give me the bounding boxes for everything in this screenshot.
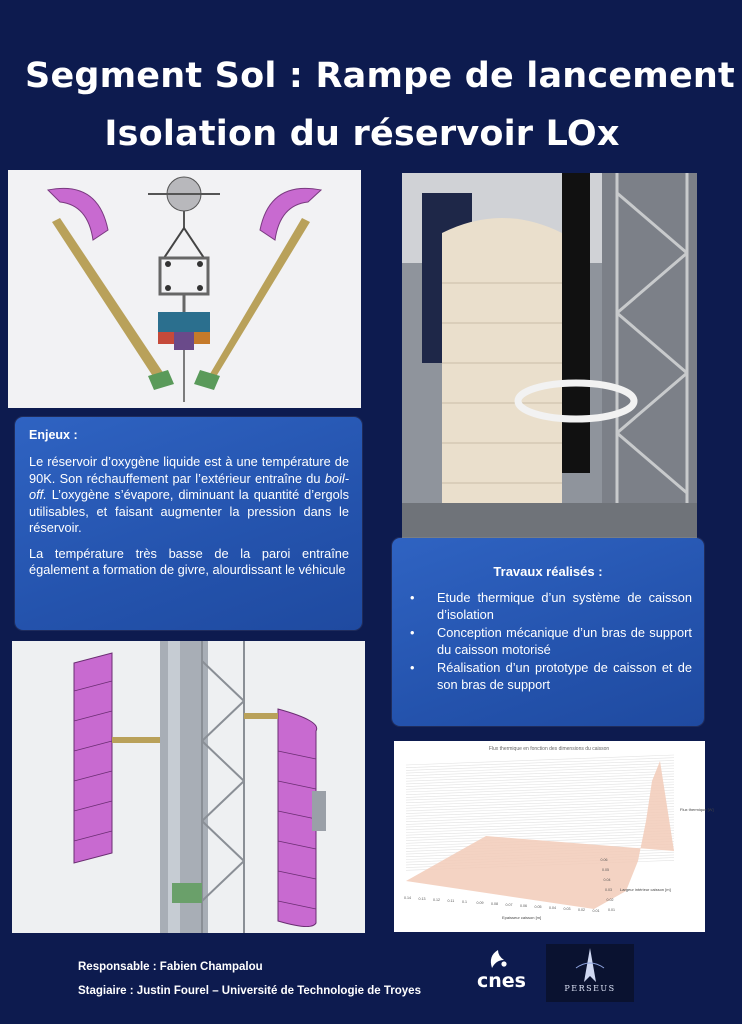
prototype-photo xyxy=(402,173,697,538)
chart-gridline xyxy=(406,782,674,792)
chart-gridline xyxy=(406,825,674,835)
chart-gridline xyxy=(406,817,674,827)
chart-gridline xyxy=(406,820,674,830)
chart-x-tick: 0.05 xyxy=(534,905,542,909)
chart-gridline xyxy=(406,760,674,770)
enjeux-text xyxy=(29,454,349,588)
chart-gridline xyxy=(406,790,674,800)
chart-ylabel: Largeur intérieur caisson [m] xyxy=(620,887,671,892)
cad-assembly-image xyxy=(12,641,365,933)
chart-gridline xyxy=(406,755,674,765)
travaux-list xyxy=(410,590,692,695)
chart-x-tick: 0.01 xyxy=(592,909,600,913)
chart-x-tick: 0.08 xyxy=(491,902,498,906)
chart-x-tick: 0.1 xyxy=(462,900,467,904)
travaux-box xyxy=(392,538,704,726)
chart-gridline xyxy=(406,771,674,781)
travaux-item: • Réalisation d’un prototype de caisson et de son bras de support xyxy=(410,660,692,692)
chart-y-tick: 0.04 xyxy=(603,878,611,882)
chart-x-tick: 0.06 xyxy=(520,904,527,908)
chart-title: Flux thermique en fonction des dimensions du caisson xyxy=(488,746,610,752)
chart-gridline xyxy=(406,779,674,789)
chart-gridline xyxy=(406,793,674,803)
chart-gridline xyxy=(406,831,674,841)
bullet-icon: • xyxy=(410,660,415,675)
bullet-icon: • xyxy=(410,590,415,605)
chart-gridline xyxy=(406,806,674,816)
chart-gridline xyxy=(406,758,674,768)
chart-y-tick: 0.01 xyxy=(608,908,615,912)
perseus-logo-text: PERSEUS xyxy=(564,984,616,993)
chart-x-tick: 0.02 xyxy=(578,908,585,912)
chart-gridline xyxy=(406,785,674,795)
chart-x-tick: 0.07 xyxy=(505,903,513,907)
cad-arm-image xyxy=(8,170,361,408)
chart-gridline xyxy=(406,769,674,779)
chart-gridline xyxy=(406,814,674,824)
enjeux-heading: Enjeux : xyxy=(29,428,78,442)
bullet-icon: • xyxy=(410,625,415,640)
travaux-item: • Etude thermique d’un système de caisson d’isolation xyxy=(410,590,692,622)
chart-gridline xyxy=(406,828,674,838)
chart-y-tick: 0.05 xyxy=(602,868,609,872)
chart-y-tick: 0.02 xyxy=(606,898,614,902)
cnes-logo-text: cnes xyxy=(477,970,526,992)
footer-stagiaire: Stagiaire : Justin Fourel – Université de Technologie de Troyes xyxy=(78,985,421,997)
chart-gridline xyxy=(406,774,674,784)
boil-off-term: boil-off. xyxy=(29,470,349,502)
enjeux-paragraph-2: La température très basse de la paroi entraîne également a formation de givre, alourdissant le véhicule xyxy=(29,545,349,577)
chart-gridline xyxy=(406,796,674,806)
chart-x-tick: 0.12 xyxy=(433,898,440,902)
enjeux-box xyxy=(15,417,362,630)
chart-y-tick: 0.06 xyxy=(600,858,608,862)
chart-gridline xyxy=(406,804,674,814)
chart-x-tick: 0.09 xyxy=(476,901,484,905)
chart-gridline xyxy=(406,798,674,808)
cnes-logo xyxy=(474,946,534,998)
page-title-line2: Isolation du réservoir LOx xyxy=(104,114,620,154)
footer-responsable: Responsable : Fabien Champalou xyxy=(78,961,263,973)
chart-y-tick: 0.03 xyxy=(605,888,612,892)
travaux-item: • Conception mécanique d’un bras de support du caisson motorisé xyxy=(410,625,692,657)
chart-x-tick: 0.04 xyxy=(549,906,556,910)
chart-gridline xyxy=(406,787,674,797)
chart-gridline xyxy=(406,823,674,833)
perseus-logo xyxy=(546,944,634,1002)
chart-gridline xyxy=(406,766,674,776)
chart-svg xyxy=(394,741,714,932)
chart-x-tick: 0.13 xyxy=(418,897,426,901)
chart-xlabel: Epaisseur caisson [m] xyxy=(502,915,542,920)
thermal-flux-chart xyxy=(394,741,714,932)
page-title-line1: Segment Sol : Rampe de lancement xyxy=(25,56,735,96)
chart-gridline xyxy=(406,812,674,822)
chart-zlabel: Flux thermique [W] xyxy=(680,807,714,812)
chart-x-tick: 0.14 xyxy=(404,896,411,900)
chart-gridline xyxy=(406,777,674,787)
chart-gridline xyxy=(406,801,674,811)
chart-x-tick: 0.03 xyxy=(563,907,571,911)
chart-gridline xyxy=(406,809,674,819)
chart-gridline xyxy=(406,763,674,773)
chart-x-tick: 0.11 xyxy=(447,899,455,903)
travaux-heading: Travaux réalisés : xyxy=(493,564,603,579)
enjeux-paragraph-1: Le réservoir d’oxygène liquide est à une température de 90K. Son réchauffement par l’extérieur entraîne du boil-off. L’oxygène s’évapore, diminuant la quantité d’ergols utilisables, et faisant augmenter la pression dans le réservoir. xyxy=(29,454,349,535)
